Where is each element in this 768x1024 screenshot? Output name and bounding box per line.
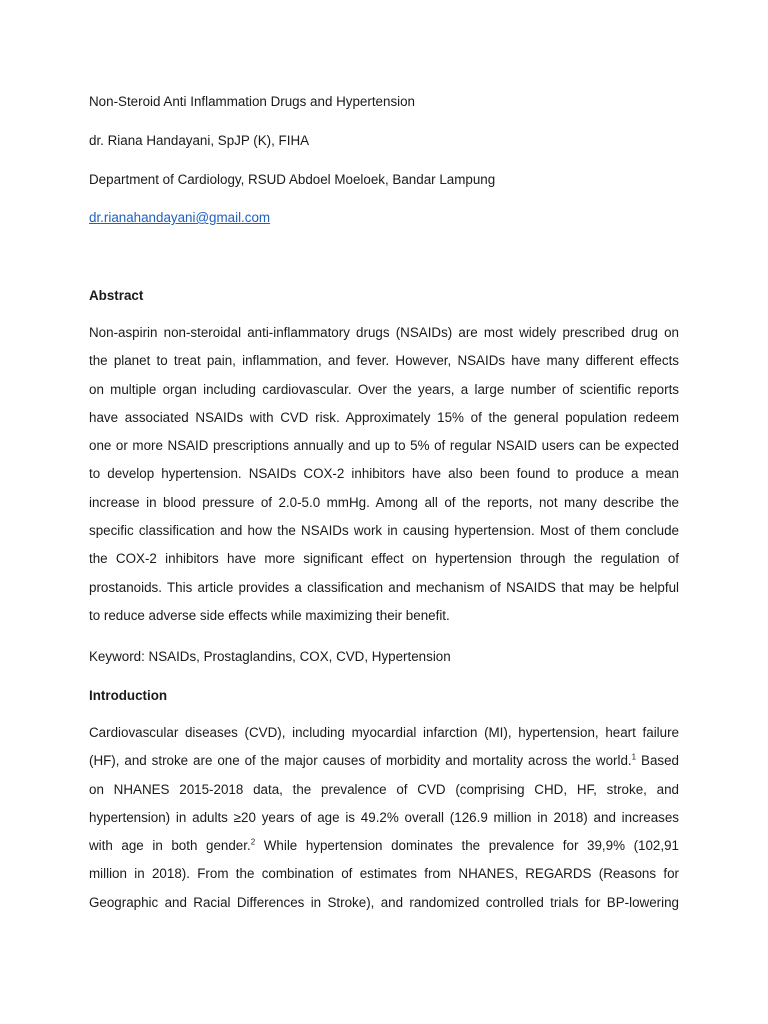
- intro-text: with age in both gender.: [89, 838, 251, 854]
- abstract-line: specific classification and how the NSAIDs work in causing hypertension. Most of them conclude: [89, 523, 679, 539]
- intro-text: Based: [636, 753, 679, 769]
- affiliation-line: Department of Cardiology, RSUD Abdoel Moeloek, Bandar Lampung: [89, 172, 496, 187]
- intro-line: million in 2018). From the combination of estimates from NHANES, REGARDS (Reasons for: [89, 866, 679, 882]
- paper-title: Non-Steroid Anti Inflammation Drugs and Hypertension: [89, 94, 416, 109]
- abstract-line: to reduce adverse side effects while maximizing their benefit.: [89, 607, 450, 623]
- abstract-line: the planet to treat pain, inflammation, and fever. However, NSAIDs have many different effects: [89, 353, 679, 369]
- abstract-line: on multiple organ including cardiovascular. Over the years, a large number of scientific reports: [89, 381, 679, 397]
- intro-line: hypertension) in adults ≥20 years of age is 49.2% overall (126.9 million in 2018) and increases: [89, 809, 679, 825]
- intro-line: [89, 832, 679, 860]
- keywords-line: Keyword: NSAIDs, Prostaglandins, COX, CVD, Hypertension: [89, 649, 451, 664]
- introduction-body: [89, 719, 679, 917]
- abstract-line: one or more NSAID prescriptions annually and up to 5% of regular NSAID users can be expected: [89, 438, 679, 454]
- intro-line: [89, 747, 679, 775]
- abstract-line: the COX-2 inhibitors have more significant effect on hypertension through the regulation of: [89, 551, 679, 567]
- abstract-heading: Abstract: [89, 288, 144, 303]
- citation-marker: 2: [250, 837, 256, 847]
- intro-line: on NHANES 2015-2018 data, the prevalence of CVD (comprising CHD, HF, stroke, and: [89, 781, 679, 797]
- intro-line: Geographic and Racial Differences in Stroke), and randomized controlled trials for BP-lowering: [89, 894, 679, 910]
- abstract-body: [89, 319, 679, 630]
- abstract-line: have associated NSAIDs with CVD risk. Approximately 15% of the general population redeem: [89, 409, 679, 425]
- abstract-line: prostanoids. This article provides a classification and mechanism of NSAIDS that may be helpful: [89, 579, 679, 595]
- abstract-line: increase in blood pressure of 2.0-5.0 mmHg. Among all of the reports, not many describe the: [89, 494, 679, 510]
- email-link[interactable]: dr.rianahandayani@gmail.com: [89, 210, 271, 225]
- intro-line: Cardiovascular diseases (CVD), including myocardial infarction (MI), hypertension, heart failure: [89, 725, 679, 740]
- author-line: dr. Riana Handayani, SpJP (K), FIHA: [89, 133, 310, 148]
- introduction-heading: Introduction: [89, 688, 168, 703]
- abstract-line: to develop hypertension. NSAIDs COX-2 inhibitors have also been found to produce a mean: [89, 466, 679, 482]
- citation-marker: 1: [631, 752, 637, 762]
- intro-text: While hypertension dominates the prevalence for 39,9% (102,91: [255, 838, 679, 854]
- abstract-line: Non-aspirin non-steroidal anti-inflammatory drugs (NSAIDs) are most widely prescribed drug on: [89, 325, 679, 340]
- intro-text: (HF), and stroke are one of the major causes of morbidity and mortality across the world.: [89, 753, 632, 769]
